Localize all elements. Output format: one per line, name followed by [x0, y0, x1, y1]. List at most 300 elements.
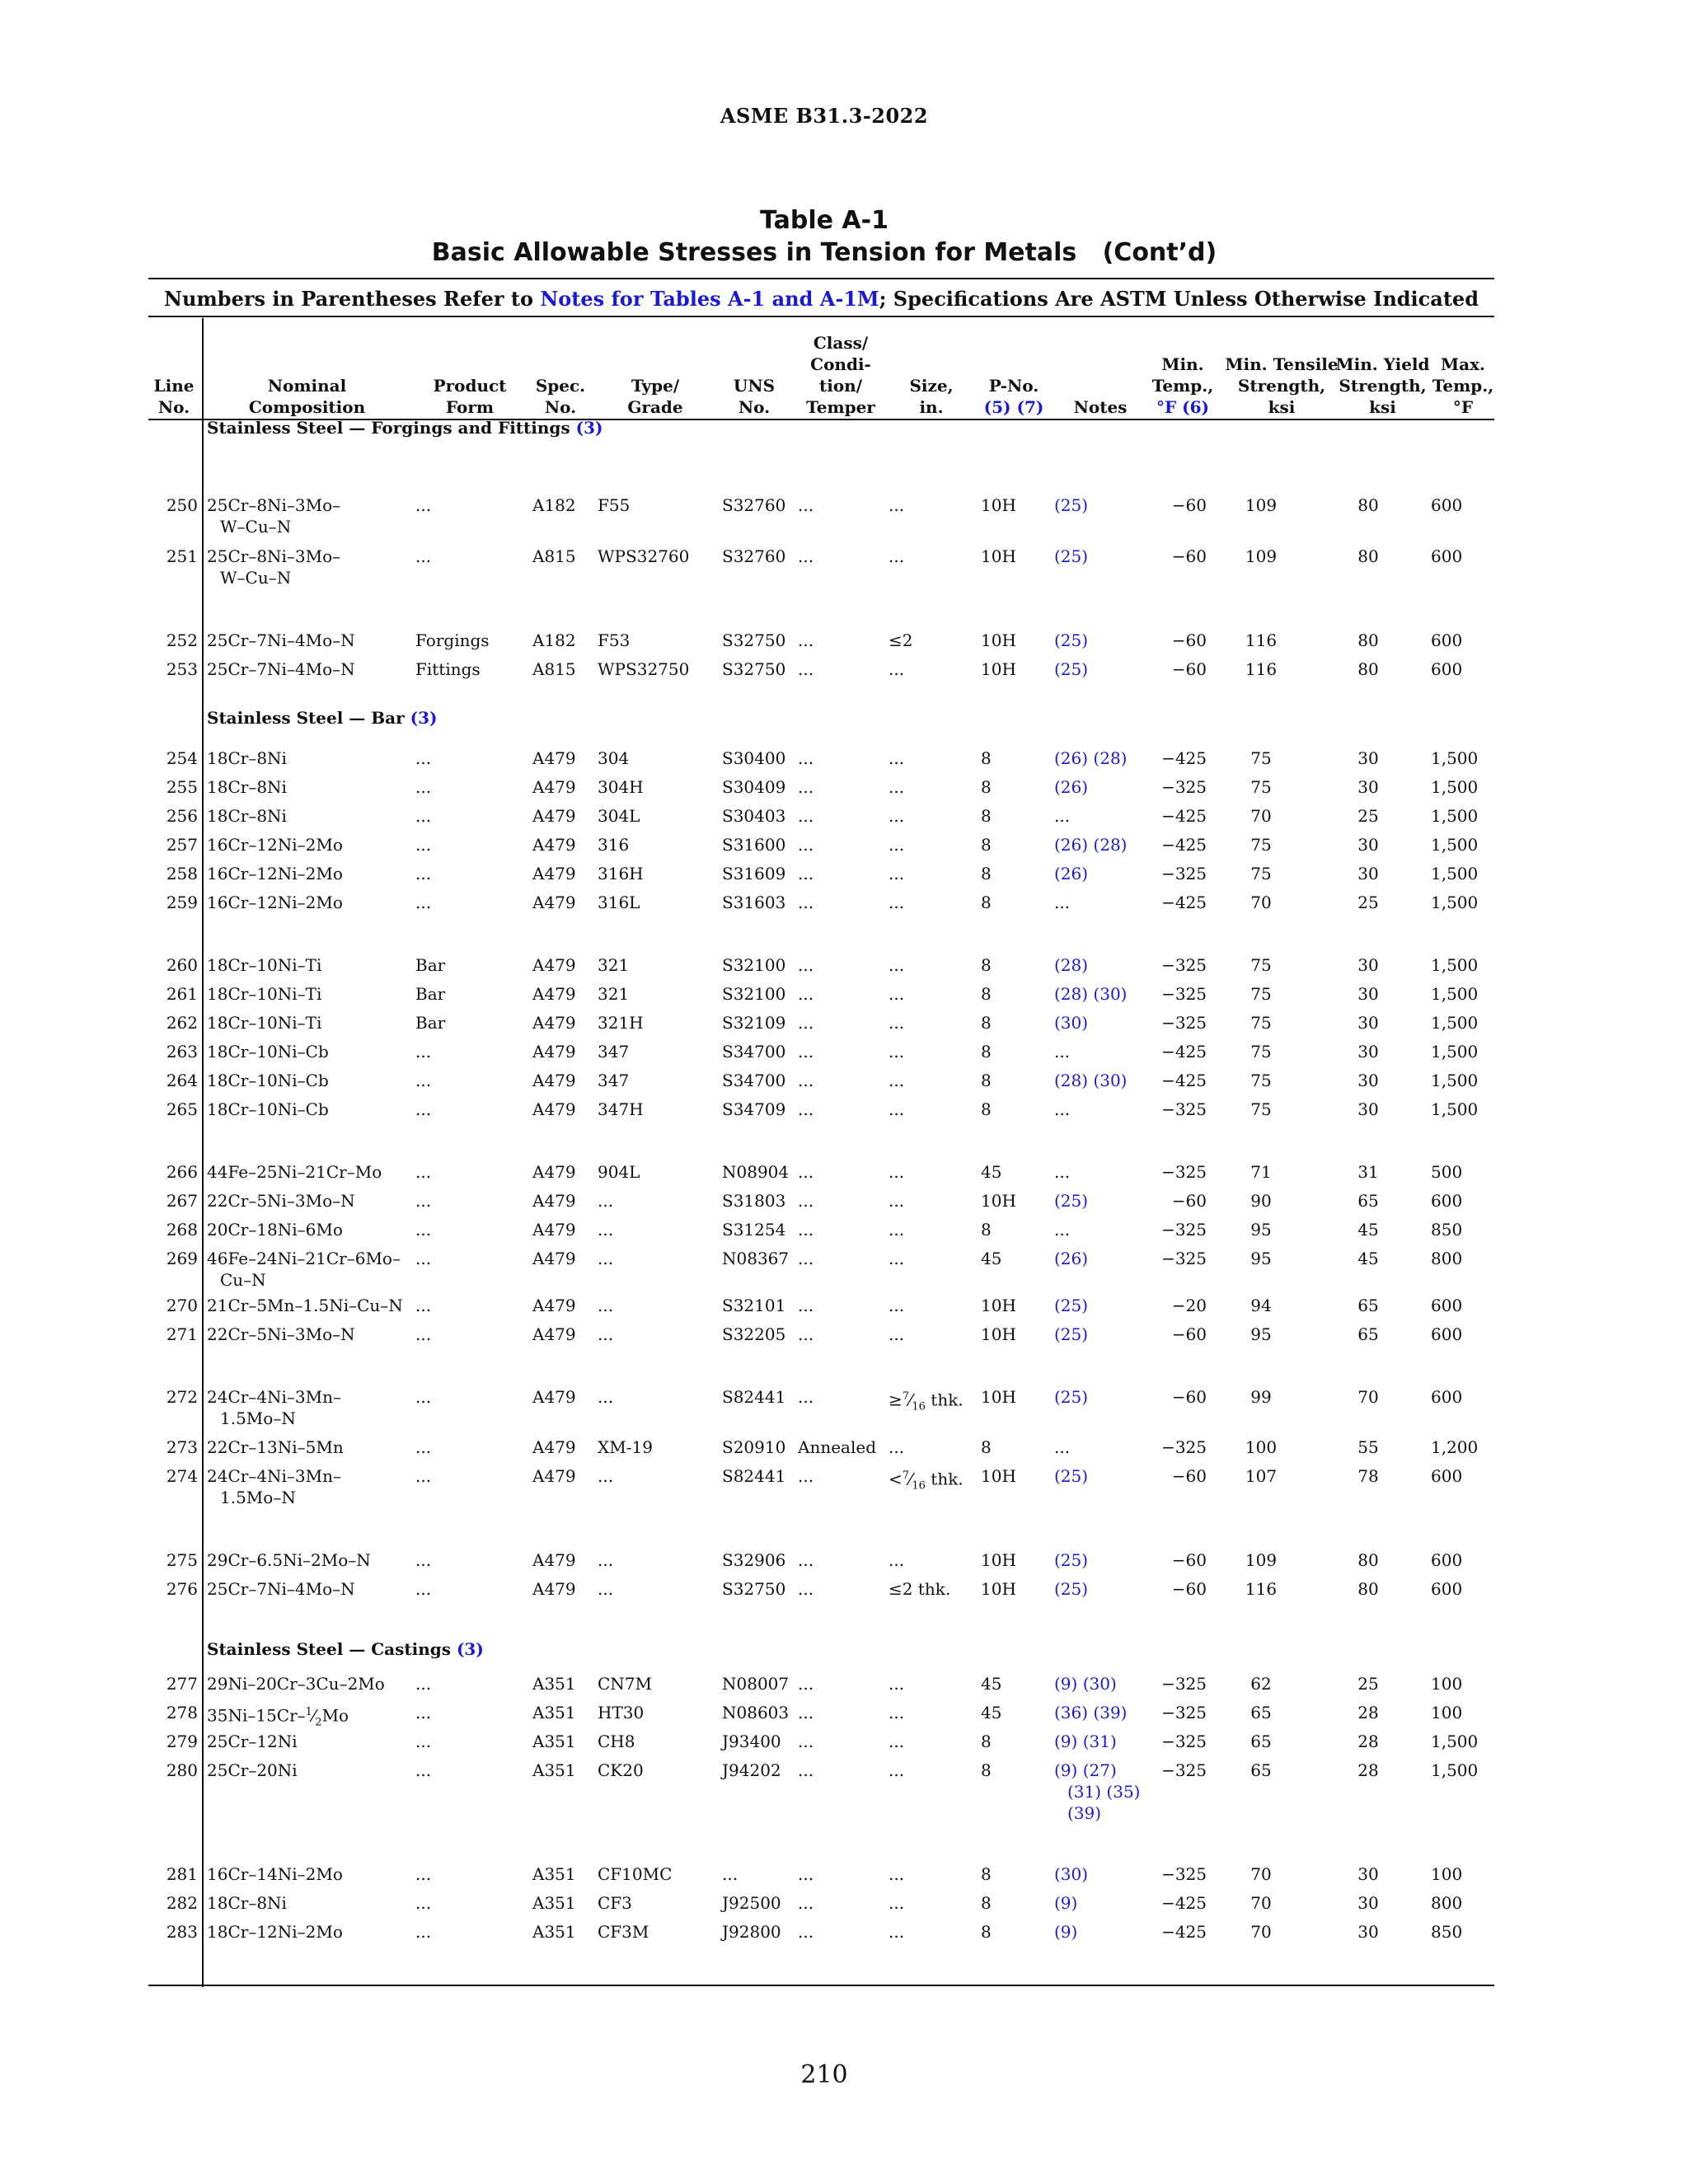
max-temperature: 1,500	[1431, 893, 1479, 912]
nominal-composition	[207, 494, 405, 537]
notes-reference	[1054, 1219, 1153, 1240]
notes-reference[interactable]	[1054, 494, 1153, 516]
min-yield-strength: 30	[1357, 748, 1379, 768]
col-header-cond	[795, 326, 886, 418]
type-grade: 321	[598, 955, 630, 975]
nominal-composition	[207, 1041, 405, 1062]
col-header-size-line: in.	[919, 397, 944, 417]
min-tensile-strength: 71	[1250, 1162, 1272, 1182]
col-header-mint	[1146, 326, 1220, 418]
notes-line: (25)	[1054, 659, 1089, 679]
condition-temper: ...	[798, 495, 814, 515]
composition-text: 16Cr–14Ni–2Mo	[207, 1864, 343, 1884]
condition-temper: ...	[798, 1191, 814, 1211]
max-temperature: 600	[1431, 1387, 1463, 1407]
line-number: 260	[166, 955, 198, 975]
min-yield-strength: 30	[1357, 864, 1379, 883]
min-yield-strength: 30	[1357, 955, 1379, 975]
min-temperature: −325	[1161, 1220, 1207, 1240]
col-header-yield-line: ksi	[1369, 397, 1396, 417]
max-temperature: 800	[1431, 1249, 1463, 1268]
table-row	[0, 1161, 1500, 1186]
nominal-composition	[207, 1012, 405, 1033]
composition-text: 24Cr–4Ni–3Mn–	[207, 1387, 342, 1407]
col-header-tens	[1225, 326, 1339, 418]
min-temperature: −325	[1161, 864, 1207, 883]
min-tensile-strength: 75	[1250, 864, 1272, 883]
notes-reference[interactable]	[1054, 1465, 1153, 1487]
uns-number: N08603	[722, 1703, 790, 1722]
table-row	[0, 954, 1500, 979]
col-header-comp	[231, 326, 383, 418]
uns-number: S32100	[722, 955, 786, 975]
size: ...	[889, 777, 905, 797]
notes-link[interactable]: Notes for Tables A-1 and A-1M	[540, 287, 879, 311]
type-grade: F53	[598, 630, 631, 650]
notes-reference[interactable]	[1054, 1549, 1153, 1571]
col-header-uns	[725, 326, 783, 418]
min-tensile-strength: 75	[1250, 748, 1272, 768]
col-header-maxt-line: Temp.,	[1432, 376, 1494, 396]
max-temperature: 600	[1431, 1296, 1463, 1315]
uns-number: S30409	[722, 777, 786, 797]
max-temperature: 1,500	[1431, 777, 1479, 797]
spec-number: A479	[532, 1579, 576, 1599]
max-temperature: 850	[1431, 1220, 1463, 1240]
notes-reference[interactable]	[1054, 748, 1153, 769]
notes-line: ...	[1054, 1162, 1071, 1182]
col-header-spec	[528, 326, 593, 418]
size: ...	[889, 546, 905, 566]
table-row	[0, 1324, 1500, 1348]
min-temperature: −60	[1171, 546, 1207, 566]
table-row	[0, 1295, 1500, 1319]
type-grade: ...	[598, 1550, 614, 1570]
min-temperature: −325	[1161, 955, 1207, 975]
min-tensile-strength: 95	[1250, 1249, 1272, 1268]
max-temperature: 600	[1431, 546, 1463, 566]
table-row	[0, 1070, 1500, 1094]
notes-reference[interactable]	[1054, 1731, 1153, 1752]
uns-number: ...	[722, 1864, 738, 1884]
notes-reference[interactable]	[1054, 658, 1153, 680]
min-temperature: −60	[1171, 659, 1207, 679]
min-temperature: −325	[1161, 1099, 1207, 1119]
table-row	[0, 1549, 1500, 1574]
nominal-composition	[207, 1731, 405, 1752]
table-row	[0, 1578, 1500, 1603]
notes-line: (28) (30)	[1054, 984, 1128, 1004]
line-number: 250	[166, 495, 198, 515]
notes-reference[interactable]	[1054, 1863, 1153, 1885]
product-form: ...	[415, 835, 432, 855]
line-number: 274	[166, 1466, 198, 1486]
col-header-spec-line: Spec.	[535, 376, 586, 396]
uns-number: S31609	[722, 864, 786, 883]
table-row	[0, 805, 1500, 830]
type-grade: CF10MC	[598, 1864, 673, 1884]
type-grade: 347	[598, 1071, 630, 1090]
section-heading	[207, 418, 603, 438]
max-temperature: 1,500	[1431, 1099, 1479, 1119]
product-form: ...	[415, 777, 432, 797]
notes-rule	[148, 316, 1494, 317]
product-form: ...	[415, 495, 432, 515]
min-yield-strength: 78	[1357, 1466, 1379, 1486]
p-number: 8	[981, 893, 992, 912]
notes-reference	[1054, 1161, 1153, 1183]
notes-reference[interactable]	[1054, 1673, 1153, 1694]
table-row	[0, 1921, 1500, 1946]
condition-temper: ...	[798, 835, 814, 855]
page-number: 210	[800, 2060, 848, 2089]
notes-reference[interactable]	[1054, 1760, 1153, 1824]
condition-temper: ...	[798, 1732, 814, 1751]
section-note-link[interactable]: (3)	[575, 418, 603, 438]
product-form: ...	[415, 1042, 432, 1062]
line-number: 255	[166, 777, 198, 797]
table-row	[0, 983, 1500, 1008]
notes-reference[interactable]	[1054, 954, 1153, 976]
nominal-composition	[207, 1465, 405, 1508]
spec-number: A479	[532, 748, 576, 768]
col-header-tens-line: Strength,	[1237, 376, 1326, 396]
composition-text-continued: 1.5Mo–N	[220, 1488, 296, 1507]
notes-reference[interactable]	[1054, 863, 1153, 884]
p-number: 45	[981, 1703, 1002, 1722]
min-temperature: −20	[1171, 1296, 1207, 1315]
nominal-composition	[207, 748, 405, 769]
table-row	[0, 546, 1500, 588]
p-number: 8	[981, 1864, 992, 1884]
p-number: 8	[981, 1042, 992, 1062]
min-tensile-strength: 70	[1250, 1922, 1272, 1942]
min-yield-strength: 28	[1357, 1732, 1379, 1751]
product-form: ...	[415, 893, 432, 912]
condition-temper: ...	[798, 1550, 814, 1570]
uns-number: S32906	[722, 1550, 786, 1570]
col-header-form	[420, 326, 519, 418]
condition-temper: ...	[798, 955, 814, 975]
notes-reference[interactable]	[1054, 1578, 1153, 1600]
notes-reference[interactable]	[1054, 1892, 1153, 1914]
uns-number: S32760	[722, 495, 786, 515]
notes-line: (26)	[1054, 1249, 1089, 1268]
p-number: 8	[981, 1071, 992, 1090]
product-form: Fittings	[415, 659, 481, 679]
min-tensile-strength: 109	[1245, 1550, 1278, 1570]
composition-text: 18Cr–8Ni	[207, 806, 287, 826]
max-temperature: 600	[1431, 1550, 1463, 1570]
p-number: 10H	[981, 1387, 1016, 1407]
table-row	[0, 834, 1500, 859]
notes-reference[interactable]	[1054, 1190, 1153, 1212]
uns-number: S31254	[722, 1220, 786, 1240]
notes-line: (9)	[1054, 1893, 1078, 1913]
bottom-rule	[148, 1985, 1494, 1986]
min-temperature: −325	[1161, 984, 1207, 1004]
size: ...	[889, 1893, 905, 1913]
min-temperature: −60	[1171, 1466, 1207, 1486]
notes-reference[interactable]	[1054, 983, 1153, 1005]
table-row	[0, 1760, 1500, 1823]
table-row	[0, 776, 1500, 801]
min-yield-strength: 80	[1357, 630, 1379, 650]
p-number: 8	[981, 864, 992, 883]
fraction-denominator: 16	[912, 1479, 926, 1493]
notes-reference[interactable]	[1054, 1702, 1153, 1723]
max-temperature: 1,500	[1431, 1042, 1479, 1062]
uns-number: S32750	[722, 630, 786, 650]
composition-text: 18Cr–12Ni–2Mo	[207, 1922, 343, 1942]
col-header-uns-line: UNS	[733, 376, 776, 396]
p-number: 8	[981, 777, 992, 797]
notes-line: (25)	[1054, 1324, 1089, 1344]
condition-temper: ...	[798, 1042, 814, 1062]
nominal-composition	[207, 863, 405, 884]
size: ...	[889, 659, 905, 679]
product-form: Bar	[415, 1013, 446, 1033]
min-tensile-strength: 95	[1250, 1220, 1272, 1240]
notes-line: ...	[1054, 1437, 1071, 1457]
min-yield-strength: 30	[1357, 1013, 1379, 1033]
product-form: Forgings	[415, 630, 490, 650]
page-header: ASME B31.3-2022	[720, 104, 929, 128]
product-form: ...	[415, 1296, 432, 1315]
max-temperature: 600	[1431, 1324, 1463, 1344]
type-grade: ...	[598, 1220, 614, 1240]
notes-reference[interactable]	[1054, 834, 1153, 855]
product-form: ...	[415, 1703, 432, 1722]
notes-reference[interactable]	[1054, 1386, 1153, 1408]
line-number: 254	[166, 748, 198, 768]
max-temperature: 600	[1431, 630, 1463, 650]
condition-temper: ...	[798, 864, 814, 883]
spec-number: A479	[532, 1071, 576, 1090]
notes-line: ...	[1054, 806, 1071, 826]
nominal-composition	[207, 1760, 405, 1781]
table-row	[0, 748, 1500, 772]
table-subtitle-text: Basic Allowable Stresses in Tension for Metals	[431, 238, 1077, 267]
min-tensile-strength: 116	[1245, 1579, 1278, 1599]
type-grade: 347	[598, 1042, 630, 1062]
min-tensile-strength: 107	[1245, 1466, 1278, 1486]
p-number: 8	[981, 1220, 992, 1240]
table-title: Table A-1	[760, 206, 889, 235]
size: ...	[889, 955, 905, 975]
size-suffix: thk.	[925, 1390, 964, 1410]
size: ...	[889, 1732, 905, 1751]
notes-line: (9) (30)	[1054, 1674, 1117, 1694]
min-yield-strength: 65	[1357, 1324, 1379, 1344]
size: ...	[889, 893, 905, 912]
table-row	[0, 1731, 1500, 1755]
col-header-maxt-line: Max.	[1441, 354, 1485, 374]
size-prefix: ≥	[889, 1390, 903, 1410]
section-note-link[interactable]: (3)	[456, 1639, 484, 1659]
max-temperature: 850	[1431, 1922, 1463, 1942]
spec-number: A479	[532, 864, 576, 883]
composition-text: 25Cr–7Ni–4Mo–N	[207, 1579, 355, 1599]
table-row	[0, 863, 1500, 888]
spec-number: A479	[532, 835, 576, 855]
notes-reference[interactable]	[1054, 1921, 1153, 1943]
size: $\ge^7⁄_{16}$ thk.	[889, 1390, 964, 1413]
composition-text: 16Cr–12Ni–2Mo	[207, 893, 343, 912]
table-notes-line	[148, 287, 1494, 311]
nominal-composition	[207, 1070, 405, 1091]
notes-line: (25)	[1054, 1296, 1089, 1315]
p-number: 45	[981, 1249, 1002, 1268]
type-grade: 316L	[598, 893, 640, 912]
min-temperature: −425	[1161, 1893, 1207, 1913]
min-tensile-strength: 65	[1250, 1703, 1272, 1722]
composition-text: 25Cr–20Ni	[207, 1760, 298, 1780]
p-number: 10H	[981, 1550, 1016, 1570]
product-form: ...	[415, 1893, 432, 1913]
line-number: 281	[166, 1864, 198, 1884]
line-number: 268	[166, 1220, 198, 1240]
size: ...	[889, 1071, 905, 1090]
max-temperature: 1,500	[1431, 1732, 1479, 1751]
nominal-composition	[207, 1578, 405, 1600]
col-header-spec-line: No.	[544, 397, 577, 417]
uns-number: S32100	[722, 984, 786, 1004]
max-temperature: 100	[1431, 1864, 1463, 1884]
min-yield-strength: 25	[1357, 1674, 1379, 1694]
table-row	[0, 1190, 1500, 1215]
notes-line: (9) (27)	[1054, 1760, 1117, 1780]
size: ...	[889, 1220, 905, 1240]
min-tensile-strength: 95	[1250, 1324, 1272, 1344]
product-form: ...	[415, 1191, 432, 1211]
size: ...	[889, 1703, 905, 1722]
product-form: ...	[415, 1579, 432, 1599]
notes-reference[interactable]	[1054, 776, 1153, 798]
type-grade: 316H	[598, 864, 644, 883]
line-number: 263	[166, 1042, 198, 1062]
notes-reference[interactable]	[1054, 1295, 1153, 1316]
size: ...	[889, 864, 905, 883]
composition-text: 46Fe–24Ni–21Cr–6Mo–	[207, 1249, 401, 1268]
min-tensile-strength: 75	[1250, 1042, 1272, 1062]
section-note-link[interactable]: (3)	[410, 708, 438, 728]
min-temperature: −325	[1161, 1760, 1207, 1780]
notes-reference[interactable]	[1054, 546, 1153, 567]
type-grade: CK20	[598, 1760, 644, 1780]
type-grade: CF3	[598, 1893, 632, 1913]
notes-line: (28)	[1054, 955, 1089, 975]
type-grade: ...	[598, 1249, 614, 1268]
min-tensile-strength: 75	[1250, 984, 1272, 1004]
spec-number: A479	[532, 984, 576, 1004]
min-yield-strength: 25	[1357, 893, 1379, 912]
uns-number: J93400	[722, 1732, 781, 1751]
product-form: ...	[415, 1760, 432, 1780]
size-suffix: thk.	[925, 1469, 964, 1489]
uns-number: S30400	[722, 748, 786, 768]
product-form: ...	[415, 546, 432, 566]
uns-number: S82441	[722, 1387, 786, 1407]
table-row	[0, 1248, 1500, 1290]
line-number: 269	[166, 1249, 198, 1268]
notes-line: (25)	[1054, 1466, 1089, 1486]
table-row	[0, 658, 1500, 683]
line-number: 261	[166, 984, 198, 1004]
condition-temper: ...	[798, 1922, 814, 1942]
min-tensile-strength: 70	[1250, 806, 1272, 826]
composition-text-continued: W–Cu–N	[220, 568, 292, 588]
composition-text: 29Cr–6.5Ni–2Mo–N	[207, 1550, 371, 1570]
col-header-yield-line: Min. Yield	[1335, 354, 1430, 374]
spec-number: A479	[532, 1191, 576, 1211]
product-form: ...	[415, 1674, 432, 1694]
p-number: 45	[981, 1162, 1002, 1182]
size: ≤2	[889, 630, 913, 650]
nominal-composition	[207, 1161, 405, 1183]
min-yield-strength: 65	[1357, 1191, 1379, 1211]
notes-reference[interactable]	[1054, 1324, 1153, 1345]
notes-reference[interactable]	[1054, 1248, 1153, 1269]
p-number: 8	[981, 1893, 992, 1913]
col-header-type-line: Grade	[627, 397, 683, 417]
min-temperature: −325	[1161, 1013, 1207, 1033]
col-header-mint-line: Temp.,	[1151, 376, 1214, 396]
min-yield-strength: 30	[1357, 1099, 1379, 1119]
notes-reference[interactable]	[1054, 630, 1153, 651]
nominal-composition	[207, 658, 405, 680]
table-contd-label: (Cont’d)	[1102, 238, 1217, 267]
spec-number: A479	[532, 893, 576, 912]
notes-line-continued: (39)	[1067, 1803, 1102, 1823]
line-number: 280	[166, 1760, 198, 1780]
notes-line: ...	[1054, 1099, 1071, 1119]
table-row	[0, 1892, 1500, 1917]
nominal-composition: $35Ni-15Cr-^1⁄_2Mo$	[207, 1705, 349, 1729]
composition-text: 18Cr–8Ni	[207, 748, 287, 768]
size: ...	[889, 835, 905, 855]
table-row	[0, 892, 1500, 916]
uns-number: S82441	[722, 1466, 786, 1486]
min-yield-strength: 55	[1357, 1437, 1379, 1457]
col-header-cond-line: tion/	[818, 376, 863, 396]
line-number: 267	[166, 1191, 198, 1211]
min-temperature: −425	[1161, 1922, 1207, 1942]
size: ...	[889, 1013, 905, 1033]
size: ...	[889, 1099, 905, 1119]
product-form: ...	[415, 1732, 432, 1751]
type-grade: 347H	[598, 1099, 644, 1119]
product-form: ...	[415, 1249, 432, 1268]
type-grade: ...	[598, 1296, 614, 1315]
col-header-pno	[973, 326, 1055, 418]
size: ...	[889, 1191, 905, 1211]
condition-temper: ...	[798, 1760, 814, 1780]
min-temperature: −425	[1161, 893, 1207, 912]
notes-reference[interactable]	[1054, 1070, 1153, 1091]
min-tensile-strength: 75	[1250, 835, 1272, 855]
min-tensile-strength: 65	[1250, 1760, 1272, 1780]
col-header-pno-line: P-No.	[988, 376, 1039, 396]
fraction-numerator: 7	[902, 1469, 910, 1482]
max-temperature: 600	[1431, 1466, 1463, 1486]
size: ...	[889, 1550, 905, 1570]
line-number: 257	[166, 835, 198, 855]
min-tensile-strength: 116	[1245, 659, 1278, 679]
col-header-type-line: Type/	[631, 376, 680, 396]
type-grade: CH8	[598, 1732, 635, 1751]
notes-reference[interactable]	[1054, 1012, 1153, 1033]
